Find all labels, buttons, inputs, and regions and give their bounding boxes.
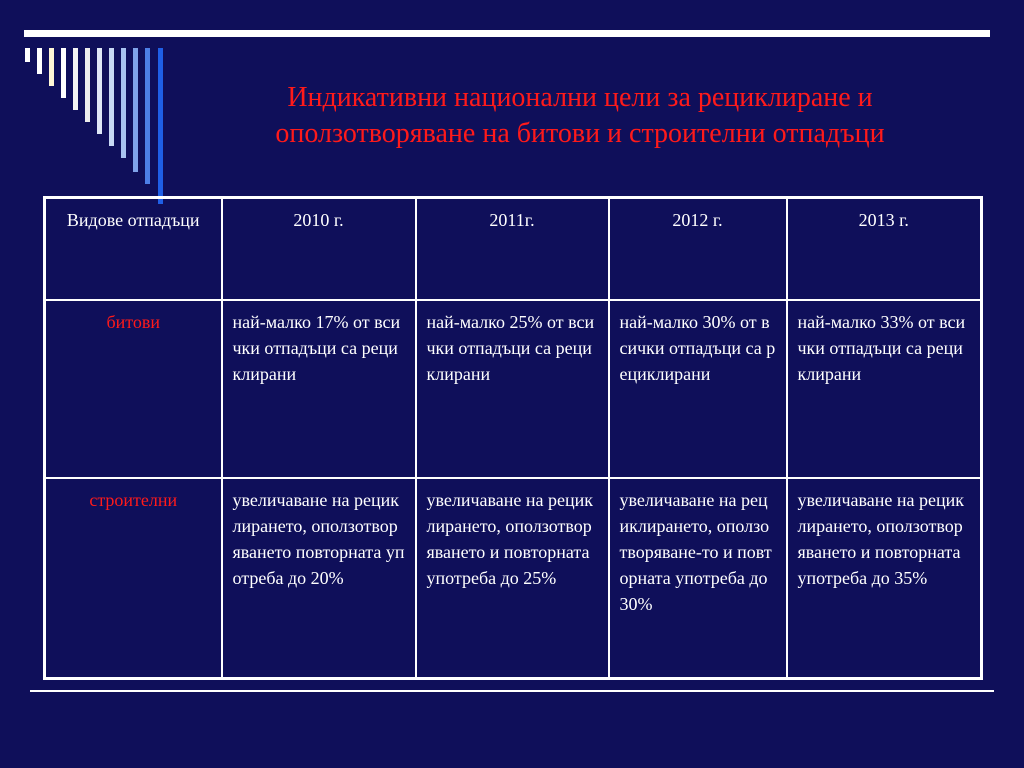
deco-bar — [25, 48, 30, 62]
targets-table — [43, 196, 983, 680]
header-cell-2010: 2010 г. — [222, 198, 416, 301]
row-label-household: битови — [45, 300, 222, 478]
slide-title-line-2: оползотворяване на битови и строителни отпадъци — [275, 118, 885, 149]
header-cell-2013: 2013 г. — [787, 198, 982, 301]
top-rule — [24, 30, 990, 37]
table-header-row — [45, 198, 982, 301]
deco-bar — [145, 48, 150, 184]
deco-bar — [73, 48, 78, 110]
table-cell: увеличаване на рециклирането, оползотворяване-то и повторната употреба до 30% — [609, 478, 787, 679]
table-row-construction — [45, 478, 982, 679]
table-row-household — [45, 300, 982, 478]
bottom-rule — [30, 690, 994, 692]
deco-bar — [97, 48, 102, 134]
table-cell: най-малко 17% от всички отпадъци са рециклирани — [222, 300, 416, 478]
deco-bar — [85, 48, 90, 122]
table-cell: най-малко 33% от всички отпадъци са рециклирани — [787, 300, 982, 478]
deco-bar — [133, 48, 138, 172]
deco-bar — [61, 48, 66, 98]
deco-bar — [121, 48, 126, 158]
deco-bar — [158, 48, 163, 204]
table-cell: увеличаване на рециклирането, оползотворяването и повторната употреба до 35% — [787, 478, 982, 679]
deco-bar — [49, 48, 54, 86]
table-cell: най-малко 30% от всички отпадъци са рециклирани — [609, 300, 787, 478]
table-cell: увеличаване на рециклирането, оползотворяването и повторната употреба до 25% — [416, 478, 609, 679]
table-cell: най-малко 25% от всички отпадъци са рециклирани — [416, 300, 609, 478]
header-cell-2012: 2012 г. — [609, 198, 787, 301]
deco-bar — [37, 48, 42, 74]
header-cell-2011: 2011г. — [416, 198, 609, 301]
header-cell-waste-types: Видове отпадъци — [45, 198, 222, 301]
slide-title — [220, 80, 940, 152]
table-cell: увеличаване на рециклирането, оползотворяването повторната употреба до 20% — [222, 478, 416, 679]
row-label-construction: строителни — [45, 478, 222, 679]
deco-bar — [109, 48, 114, 146]
slide-title-line-1: Индикативни национални цели за рециклиране и — [287, 82, 873, 113]
